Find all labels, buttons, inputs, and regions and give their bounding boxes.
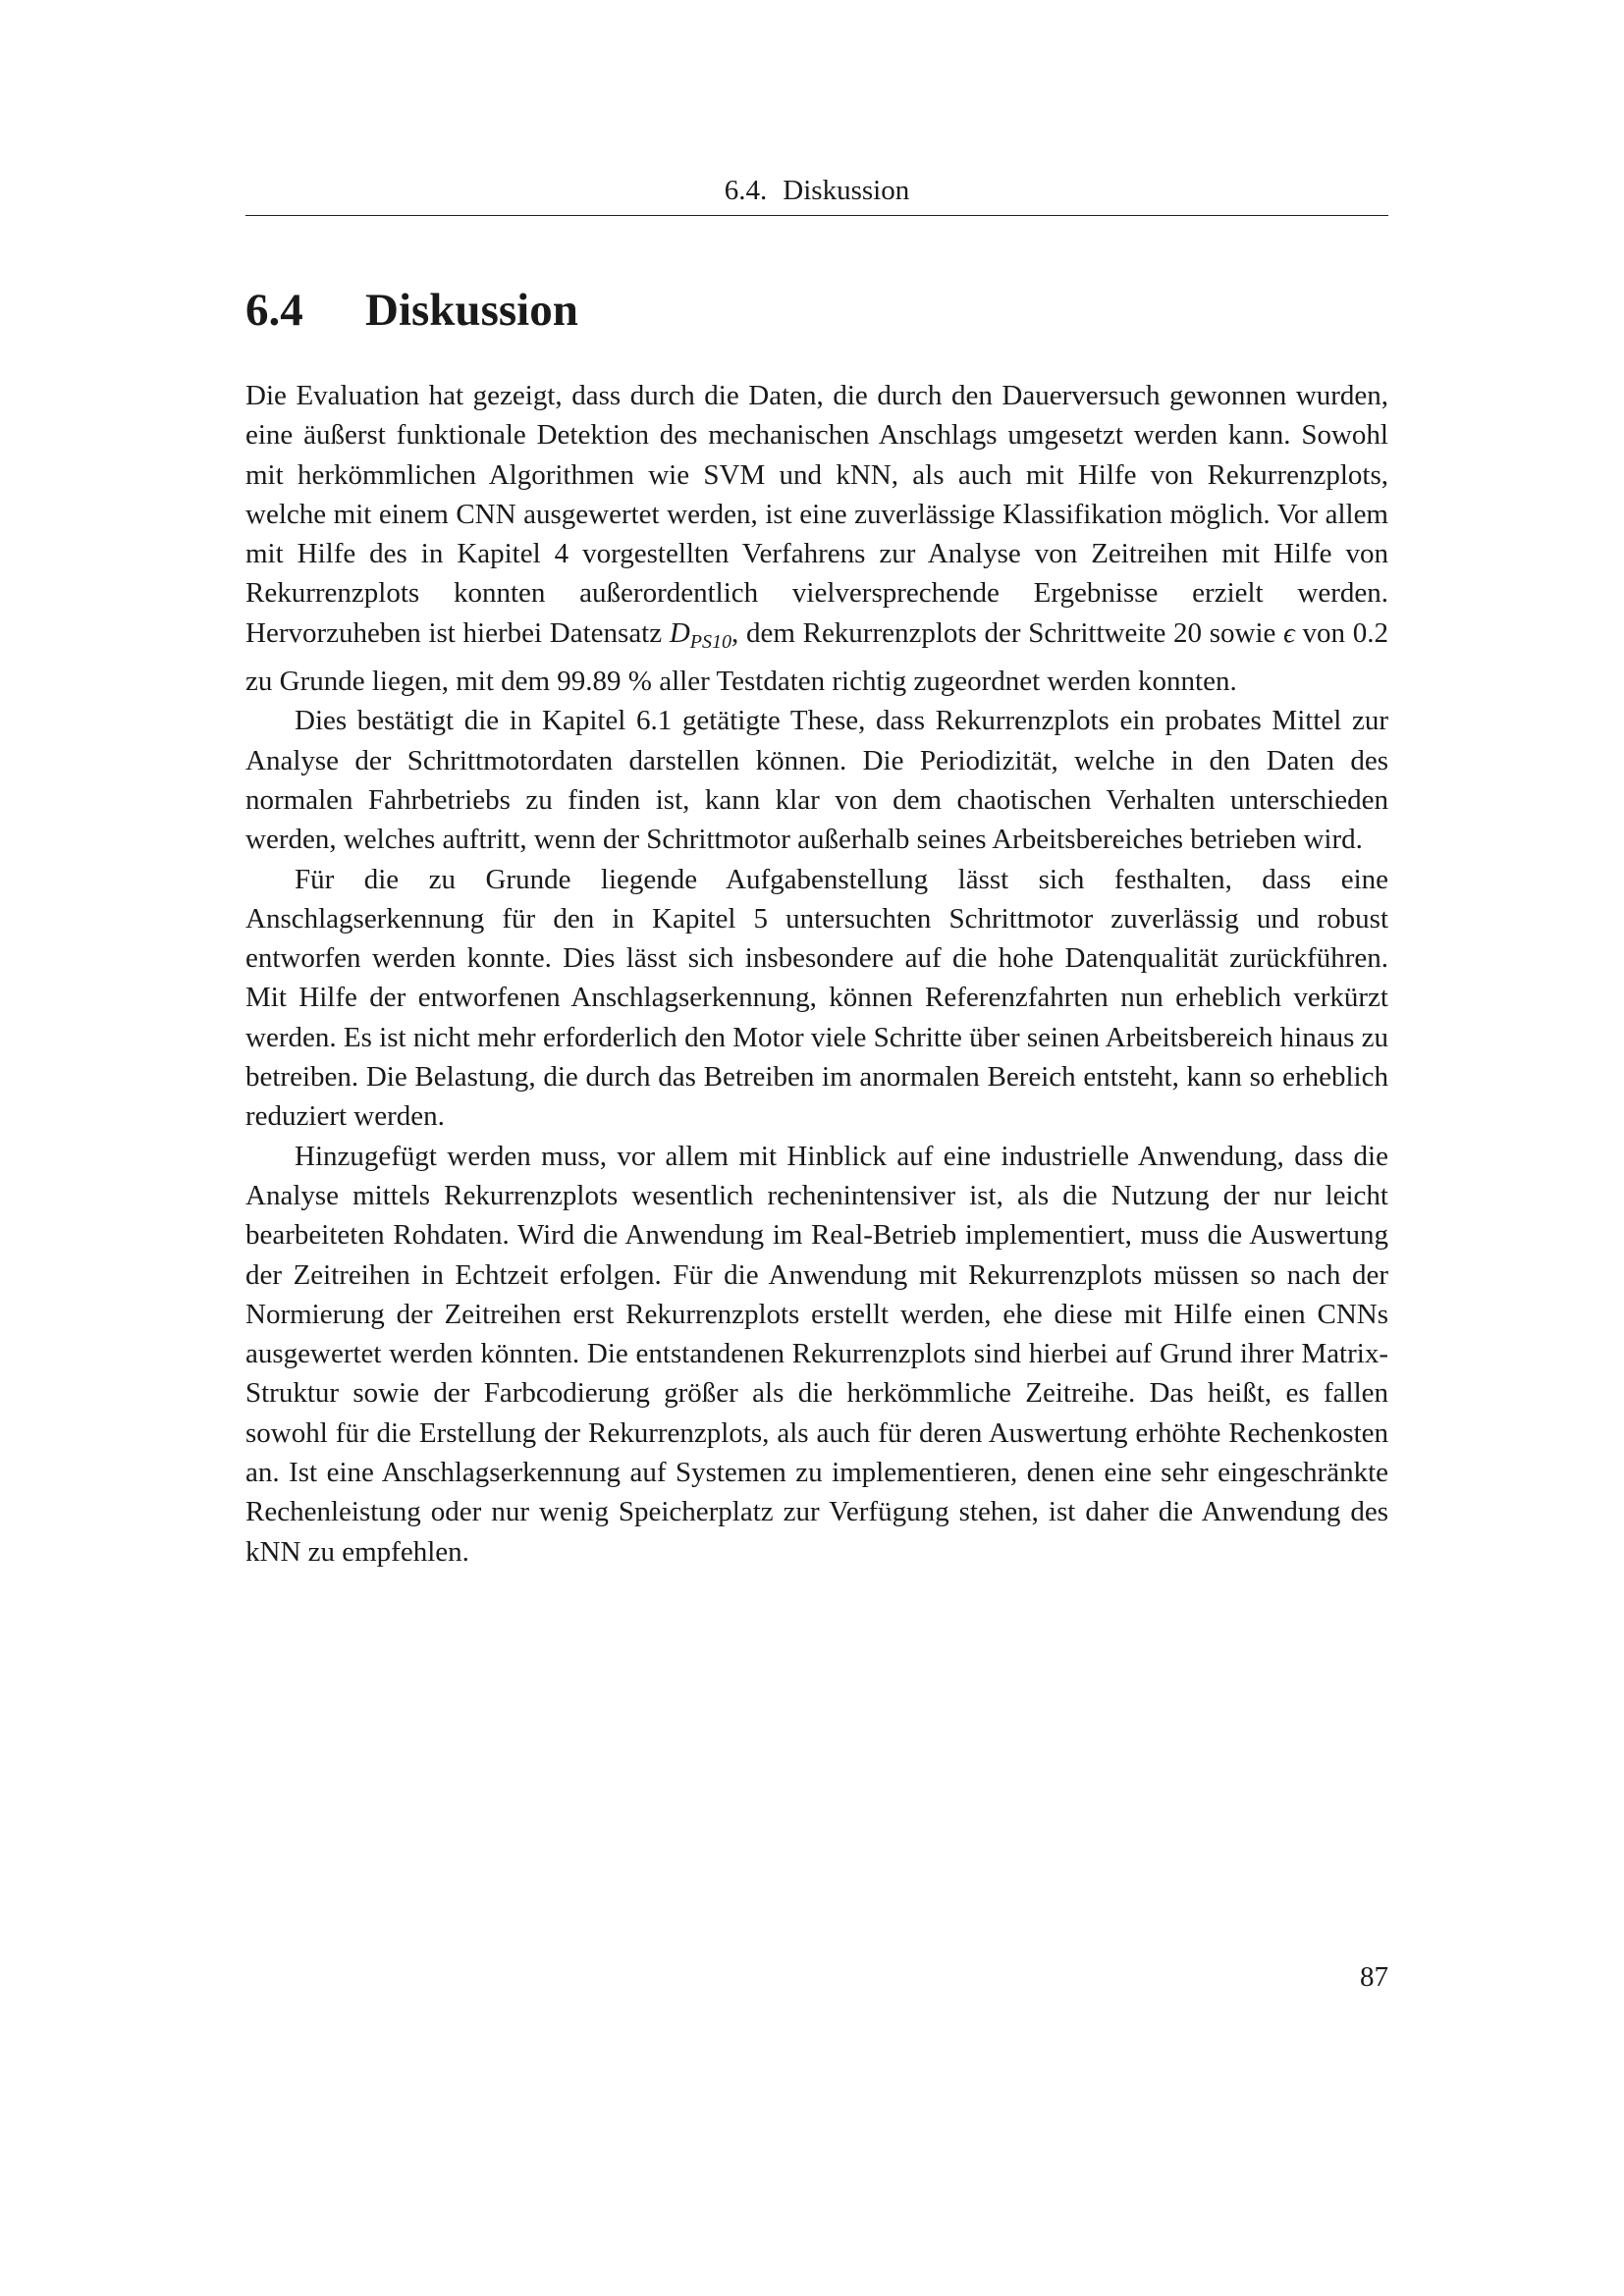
paragraph-4: Hinzugefügt werden muss, vor allem mit Hinblick auf eine industrielle Anwendung, dass die Analyse mittels Rekurrenzplots wesentlich rechenintensiver ist, als die Nutzung der nur leicht bearbeiteten Rohdaten. Wird die Anwendung im Real-Betrieb implementiert, muss die Auswertung der Zeitreihen in Echtzeit erfolgen. Für die Anwendung mit Rekurrenzplots müssen so nach der Normierung der Zeitreihen erst Rekurrenzplots erstellt werden, ehe diese mit Hilfe einen CNNs ausgewertet werden könnten. Die entstandenen Rekurrenzplots sind hierbei auf Grund ihrer Matrix-Struktur sowie der Farbcodierung größer als die herkömmliche Zeitreihe. Das heißt, es fallen sowohl für die Erstellung der Rekurrenzplots, als auch für deren Auswertung erhöhte Rechenkosten an. Ist eine Anschlagserkennung auf Systemen zu implementieren, denen eine sehr eingeschränkte Rechenleistung oder nur wenig Speicherplatz zur Verfügung stehen, ist daher die Anwendung des kNN zu empfehlen.: [245, 1140, 1388, 1568]
section-title: Diskussion: [365, 285, 578, 336]
running-header-section-number: 6.4.: [724, 175, 768, 206]
running-header: [245, 173, 1388, 208]
body-text: [245, 376, 1388, 1572]
math-epsilon: ϵ: [1283, 616, 1295, 649]
section-heading: [245, 281, 1388, 340]
paragraph-1-text-c: von 0.2 zu Grunde liegen, mit dem 99.89 % aller Testdaten richtig zugeordnet werden konnten.: [245, 616, 1388, 698]
paragraph-2: Dies bestätigt die in Kapitel 6.1 getätigte These, dass Rekurrenzplots ein probates Mittel zur Analyse der Schrittmotordaten darstellen können. Die Periodizität, welche in den Daten des normalen Fahrbetriebs zu finden ist, kann klar von dem chaotischen Verhalten unterschieden werden, welches auftritt, wenn der Schrittmotor außerhalb seines Arbeitsbereiches betrieben wird.: [245, 705, 1388, 856]
math-dataset-subscript: PS10: [689, 630, 731, 653]
running-header-section-title: Diskussion: [783, 175, 910, 206]
math-dataset-symbol: D: [669, 616, 690, 649]
page-number: 87: [1360, 1961, 1388, 1993]
paragraph-1: [245, 376, 1388, 701]
paragraph-1-text-a: Die Evaluation hat gezeigt, dass durch die Daten, die durch den Dauerversuch gewonnen wurden, eine äußerst funktionale Detektion des mechanischen Anschlags umgesetzt werden kann. Sowohl mit herkömmlichen Algorithmen wie SVM und kNN, als auch mit Hilfe von Rekurrenzplots, welche mit einem CNN ausgewertet werden, ist eine zuverlässige Klassifikation möglich. Vor allem mit Hilfe des in Kapitel 4 vorgestellten Verfahrens zur Analyse von Zeitreihen mit Hilfe von Rekurrenzplots konnten außerordentlich vielversprechende Ergebnisse erzielt werden. Hervorzuheben ist hierbei Datensatz: [245, 380, 1388, 649]
section-number: 6.4: [245, 285, 303, 336]
paragraph-1-text-b: , dem Rekurrenzplots der Schrittweite 20 sowie: [731, 616, 1284, 649]
paragraph-3: Für die zu Grunde liegende Aufgabenstellung lässt sich festhalten, dass eine Anschlagserkennung für den in Kapitel 5 untersuchten Schrittmotor zuverlässig und robust entworfen werden konnte. Dies lässt sich insbesondere auf die hohe Datenqualität zurückführen. Mit Hilfe der entworfenen Anschlagserkennung, können Referenzfahrten nun erheblich verkürzt werden. Es ist nicht mehr erforderlich den Motor viele Schritte über seinen Arbeitsbereich hinaus zu betreiben. Die Belastung, die durch das Betreiben im anormalen Bereich entsteht, kann so erheblich reduziert werden.: [245, 863, 1388, 1133]
header-rule: [245, 215, 1388, 216]
